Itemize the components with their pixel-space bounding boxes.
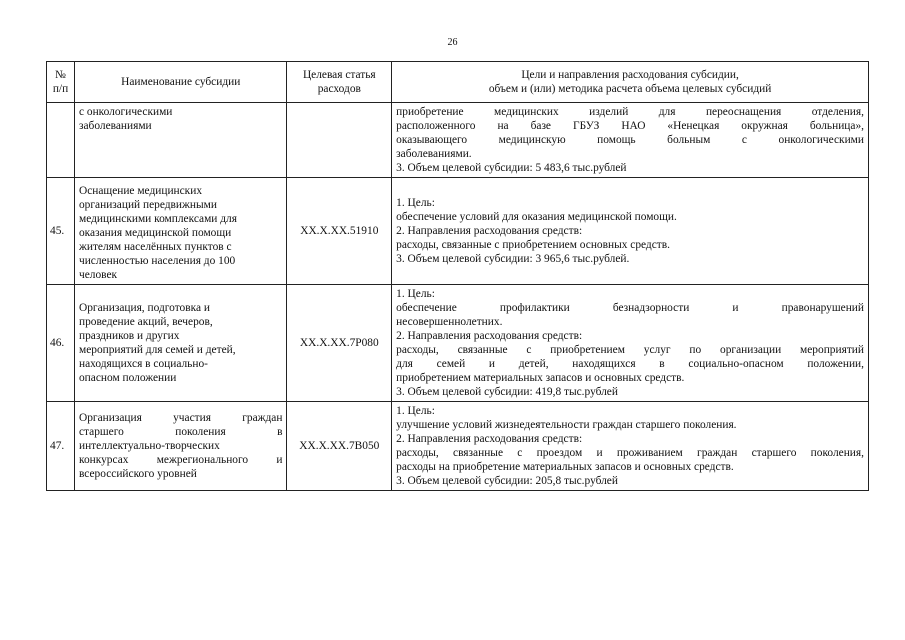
desc-line: заболеваниями. (396, 148, 472, 160)
target-article-code (287, 103, 392, 178)
header-number-line: п/п (52, 83, 69, 95)
header-name (74, 62, 286, 103)
header-number (47, 62, 75, 103)
desc-line: 3. Объем целевой субсидии: 205,8 тыс.рублей (396, 475, 618, 487)
subsidy-name (74, 285, 286, 402)
table-row (47, 402, 869, 491)
name-line: человек (78, 269, 118, 281)
name-line: оказания медицинской помощи (78, 227, 232, 239)
desc-line: приобретением материальных запасов и основных средств. (396, 372, 685, 384)
target-article-code: ХХ.Х.ХХ.51910 (287, 178, 392, 285)
desc-line: обеспечение профилактики безнадзорности и правонарушений (396, 302, 864, 314)
name-line: опасном положении (78, 372, 177, 384)
desc-line: 1. Цель: (396, 405, 435, 417)
name-line: Оснащение медицинских (78, 185, 203, 197)
table-row (47, 103, 869, 178)
subsidy-name (74, 103, 286, 178)
header-code (287, 62, 392, 103)
subsidy-description (392, 103, 869, 178)
header-desc-line: Цели и направления расходования субсидии, (521, 69, 739, 81)
row-number: 46. (47, 285, 75, 402)
row-number: 47. (47, 402, 75, 491)
name-line: медицинскими комплексами для (78, 213, 237, 225)
desc-line: для семей и детей, находящихся в социально-опасном положении, (396, 358, 864, 370)
header-desc-line: объем и (или) методика расчета объема целевых субсидий (488, 83, 772, 95)
desc-line: расходы, связанные с приобретением основных средств. (396, 239, 670, 251)
name-line: находящихся в социально- (78, 358, 208, 370)
name-line: Организация участия граждан (78, 412, 283, 424)
header-description (392, 62, 869, 103)
name-line: праздников и других (78, 330, 180, 342)
name-line: численностью населения до 100 (78, 255, 236, 267)
desc-line: 1. Цель: (396, 288, 435, 300)
header-code-line: Целевая статья (302, 69, 376, 81)
name-line: с онкологическими (78, 106, 173, 118)
target-article-code: ХХ.Х.ХХ.7Р080 (287, 285, 392, 402)
desc-line: расположенного на базе ГБУЗ НАО «Ненецкая окружная больница», (396, 120, 864, 132)
desc-line: 1. Цель: (396, 197, 435, 209)
subsidy-name (74, 178, 286, 285)
subsidy-description (392, 402, 869, 491)
table-header-row (47, 62, 869, 103)
header-name-text: Наименование субсидии (121, 76, 241, 88)
subsidy-name (74, 402, 286, 491)
name-line: интеллектуально-творческих (78, 440, 220, 452)
name-line: жителям населённых пунктов с (78, 241, 232, 253)
desc-line: расходы, связанные с приобретением услуг по организации мероприятий (396, 344, 864, 356)
subsidies-table (46, 61, 869, 491)
table-row (47, 178, 869, 285)
desc-line: 2. Направления расходования средств: (396, 225, 583, 237)
desc-line: 3. Объем целевой субсидии: 3 965,6 тыс.рублей. (396, 253, 630, 265)
desc-line: 2. Направления расходования средств: (396, 433, 583, 445)
name-line: всероссийского уровней (78, 468, 197, 480)
desc-line: 2. Направления расходования средств: (396, 330, 583, 342)
name-line: мероприятий для семей и детей, (78, 344, 236, 356)
desc-line: расходы, связанные с проездом и проживанием граждан старшего поколения, (396, 447, 864, 459)
subsidy-description (392, 285, 869, 402)
desc-line: несовершеннолетних. (396, 316, 503, 328)
desc-line: 3. Объем целевой субсидии: 419,8 тыс.рублей (396, 386, 618, 398)
row-number: 45. (47, 178, 75, 285)
name-line: Организация, подготовка и (78, 302, 210, 314)
name-line: проведение акций, вечеров, (78, 316, 213, 328)
name-line: организаций передвижными (78, 199, 217, 211)
table-row (47, 285, 869, 402)
desc-line: 3. Объем целевой субсидии: 5 483,6 тыс.рублей (396, 162, 627, 174)
target-article-code: ХХ.Х.ХХ.7В050 (287, 402, 392, 491)
subsidy-description (392, 178, 869, 285)
desc-line: улучшение условий жизнедеятельности граждан старшего поколения. (396, 419, 737, 431)
header-code-line: расходов (317, 83, 361, 95)
name-line: конкурсах межрегионального и (78, 454, 283, 466)
desc-line: оказывающего медицинскую помощь больным с онкологическими (396, 134, 864, 146)
page-number: 26 (447, 37, 458, 48)
header-number-line: № (55, 69, 66, 81)
desc-line: расходы на приобретение материальных запасов и основных средств. (396, 461, 734, 473)
name-line: старшего поколения в (78, 426, 283, 438)
desc-line: приобретение медицинских изделий для переоснащения отделения, (396, 106, 864, 118)
name-line: заболеваниями (78, 120, 152, 132)
row-number (47, 103, 75, 178)
desc-line: обеспечение условий для оказания медицинской помощи. (396, 211, 677, 223)
